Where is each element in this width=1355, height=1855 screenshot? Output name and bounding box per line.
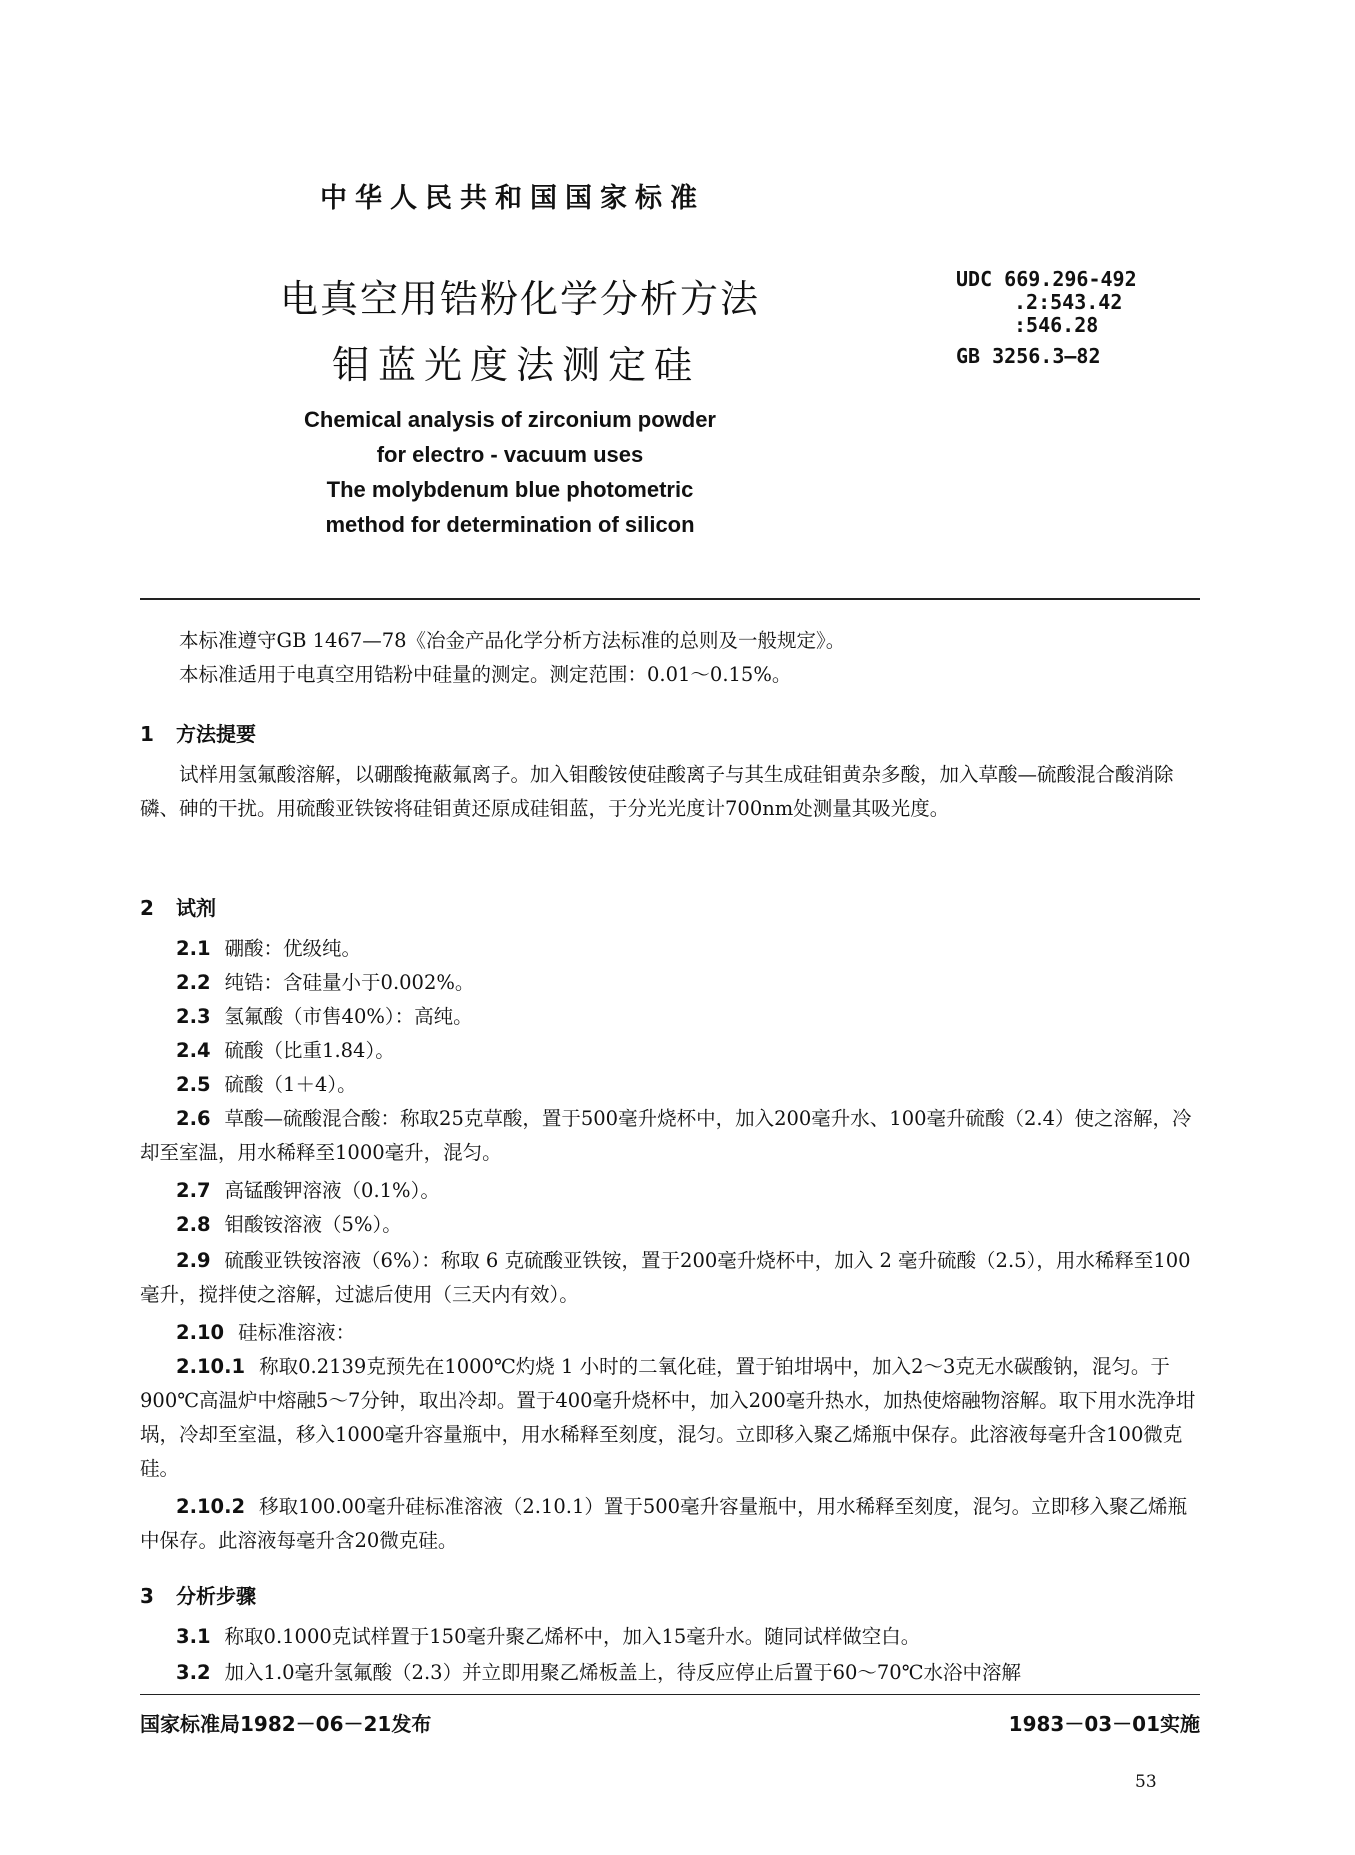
gb-code: GB 3256.3—82 bbox=[956, 344, 1101, 368]
udc-line2: .2:543.42 bbox=[1014, 290, 1123, 314]
reagent-item: 2.1 硼酸：优级纯。 bbox=[176, 937, 362, 960]
reagent-item: 2.10.1 称取0.2139克预先在1000℃灼烧 1 小时的二氧化硅，置于铂坩埚中，加入2～3克无水碳酸钠，混匀。于900℃高温炉中熔融5～7分钟，取出冷却。置于400毫升烧杯中，加入200毫升热水，加热使熔融物溶解。取下用水洗净坩埚，冷却至室温，移入1000毫升容量瓶中，用水稀释至刻度，混匀。立即移入聚乙烯瓶中保存。此溶液每毫升含100微克硅。 bbox=[140, 1355, 1196, 1480]
english-title-line3: The molybdenum blue photometric bbox=[326, 477, 694, 502]
reagent-item: 2.2 纯锆：含硅量小于0.002%。 bbox=[176, 971, 475, 994]
effective-date: 1983－03－01实施 bbox=[1008, 1712, 1200, 1736]
procedure-item: 3.1 称取0.1000克试样置于150毫升聚乙烯杯中，加入15毫升水。随同试样做空白。 bbox=[176, 1625, 921, 1648]
procedure-item: 3.2 加入1.0毫升氢氟酸（2.3）并立即用聚乙烯板盖上，待反应停止后置于60～70℃水浴中溶解 bbox=[176, 1661, 1022, 1684]
reagent-item: 2.4 硫酸（比重1.84）。 bbox=[176, 1039, 395, 1062]
reagent-item: 2.9 硫酸亚铁铵溶液（6%）：称取 6 克硫酸亚铁铵，置于200毫升烧杯中，加入 2 毫升硫酸（2.5），用水稀释至100毫升，搅拌使之溶解，过滤后使用（三天内有效）。 bbox=[140, 1249, 1191, 1306]
udc-line3: :546.28 bbox=[1014, 313, 1099, 337]
reagent-item: 2.5 硫酸（1＋4）。 bbox=[176, 1073, 357, 1096]
page-number: 53 bbox=[1135, 1772, 1157, 1792]
intro-paragraph-2: 本标准适用于电真空用锆粉中硅量的测定。测定范围：0.01～0.15%。 bbox=[179, 663, 792, 686]
reagent-item: 2.6 草酸—硫酸混合酸：称取25克草酸，置于500毫升烧杯中，加入200毫升水、100毫升硫酸（2.4）使之溶解，冷却至室温，用水稀释至1000毫升，混匀。 bbox=[140, 1107, 1192, 1164]
english-title-line1: Chemical analysis of zirconium powder bbox=[304, 407, 716, 432]
reagent-item: 2.3 氢氟酸（市售40%）：高纯。 bbox=[176, 1005, 473, 1028]
issue-date: 国家标准局1982－06－21发布 bbox=[140, 1712, 432, 1736]
reagent-item: 2.10 硅标准溶液： bbox=[176, 1321, 356, 1344]
reagent-item: 2.8 钼酸铵溶液（5%）。 bbox=[176, 1213, 402, 1236]
section-1-heading bbox=[140, 718, 256, 747]
standard-body-heading: 中华人民共和国国家标准 bbox=[320, 183, 705, 214]
reagent-item: 2.10.2 移取100.00毫升硅标准溶液（2.10.1）置于500毫升容量瓶中，用水稀释至刻度，混匀。立即移入聚乙烯瓶中保存。此溶液每毫升含20微克硅。 bbox=[140, 1495, 1188, 1552]
udc-code bbox=[956, 268, 1137, 337]
udc-line1: UDC 669.296-492 bbox=[956, 267, 1137, 291]
section-2-number: 2 bbox=[140, 896, 154, 920]
english-title-line2: for electro - vacuum uses bbox=[376, 442, 644, 467]
chinese-title-line1: 电真空用锆粉化学分析方法 bbox=[280, 277, 761, 321]
section-3-heading bbox=[140, 1580, 256, 1609]
english-title-line4: method for determination of silicon bbox=[325, 512, 695, 537]
intro-paragraph-1: 本标准遵守GB 1467—78《冶金产品化学分析方法标准的总则及一般规定》。 bbox=[179, 629, 846, 652]
section-1-title: 方法提要 bbox=[176, 722, 256, 746]
header-divider bbox=[140, 598, 1200, 600]
section-3-number: 3 bbox=[140, 1584, 154, 1608]
english-title bbox=[230, 402, 790, 542]
section-2-heading bbox=[140, 892, 216, 921]
footer-divider bbox=[140, 1694, 1200, 1695]
section-2-title: 试剂 bbox=[176, 896, 216, 920]
section-3-title: 分析步骤 bbox=[176, 1584, 256, 1608]
chinese-title-line2: 钼蓝光度法测定硅 bbox=[332, 343, 701, 387]
section-1-text: 试样用氢氟酸溶解，以硼酸掩蔽氟离子。加入钼酸铵使硅酸离子与其生成硅钼黄杂多酸，加入草酸—硫酸混合酸消除磷、砷的干扰。用硫酸亚铁铵将硅钼黄还原成硅钼蓝，于分光光度计700nm处测量其吸光度。 bbox=[140, 763, 1174, 820]
reagent-item: 2.7 高锰酸钾溶液（0.1%）。 bbox=[176, 1179, 440, 1202]
section-1-number: 1 bbox=[140, 722, 154, 746]
